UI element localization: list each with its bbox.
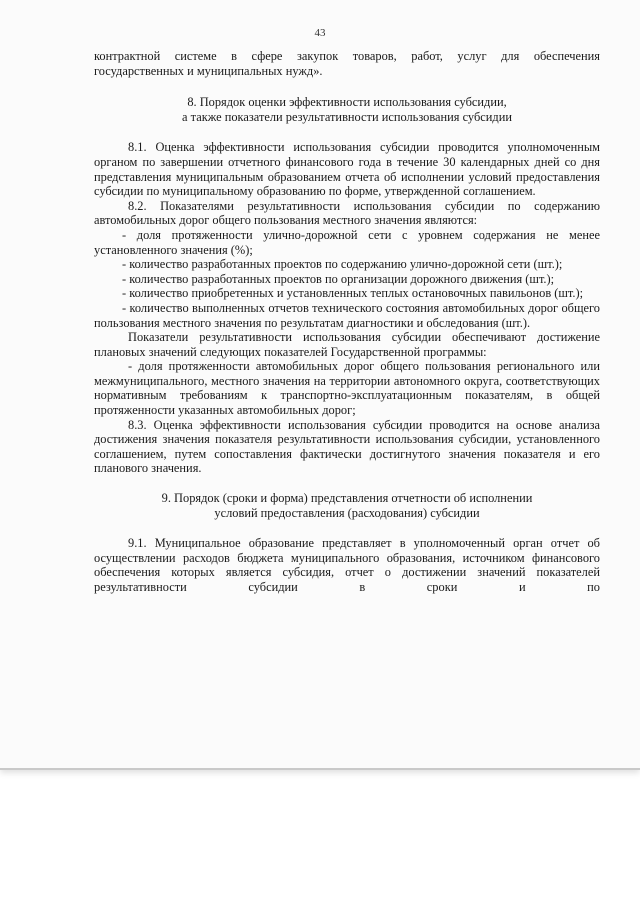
bullet-item: - количество разработанных проектов по организации дорожного движения (шт.);: [122, 271, 555, 286]
section-8-title-line-1: 8. Порядок оценки эффективности использования субсидии,: [187, 95, 507, 110]
bullet-program-indicator: - доля протяженности автомобильных дорог общего пользования регионального или межмуниципального, местного значения на территории автономного округа, соответствующих нормативным требованиям к транспортно-эксплуатационным показателям, в общей протяженности указанных автомобильных дорог;: [94, 359, 600, 418]
document-body: [94, 49, 600, 595]
paragraph-8-1: 8.1. Оценка эффективности использования субсидии проводится уполномоченным органом по завершении отчетного финансового года в течение 30 календарных дней со дня представления муниципальным образованием отчета об исполнении условий предоставления субсидии по муниципальному образованию по форме, утвержденной соглашением.: [94, 140, 600, 199]
paragraph-indicators: Показатели результативности использования субсидии обеспечивают достижение плановых значений следующих показателей Государственной программы:: [94, 330, 600, 359]
section-9-title-line-1: 9. Порядок (сроки и форма) представления отчетности об исполнении: [161, 491, 533, 506]
paragraph-8-2: 8.2. Показателями результативности использования субсидии по содержанию автомобильных дорог общего пользования местного значения являются:: [94, 198, 600, 228]
intro-line-1: контрактной системе в сфере закупок товаров, работ, услуг для обеспечения: [94, 49, 600, 63]
intro-line-2: государственных и муниципальных нужд».: [94, 63, 323, 78]
paragraph-9-1: 9.1. Муниципальное образование представляет в уполномоченный орган отчет об осуществлении расходов бюджета муниципального образования, источником финансового обеспечения которых является субсидия, отчет о достижении значений показателей результативности субсидии в сроки и по: [94, 536, 600, 594]
section-8-title-line-2: а также показатели результативности использования субсидии: [182, 109, 512, 124]
bullet-item: - количество выполненных отчетов технического состояния автомобильных дорог общего пользования местного значения по результатам диагностики и обследования (шт.).: [94, 300, 600, 330]
bullet-item: - количество приобретенных и установленных теплых остановочных павильонов (шт.);: [122, 286, 584, 301]
section-9-title-line-2: условий предоставления (расходования) субсидии: [214, 505, 480, 520]
bullet-item: - количество разработанных проектов по содержанию улично-дорожной сети (шт.);: [122, 257, 563, 272]
page-number: 43: [314, 27, 326, 39]
bullet-item: - доля протяженности улично-дорожной сети с уровнем содержания не менее установленного значения (%);: [94, 227, 600, 257]
paragraph-8-3: 8.3. Оценка эффективности использования субсидии проводится на основе анализа достижения значения показателя результативности использования субсидии, установленного соглашением, путем сопоставления фактически достигнутого значения показателя и его планового значения.: [94, 417, 600, 476]
